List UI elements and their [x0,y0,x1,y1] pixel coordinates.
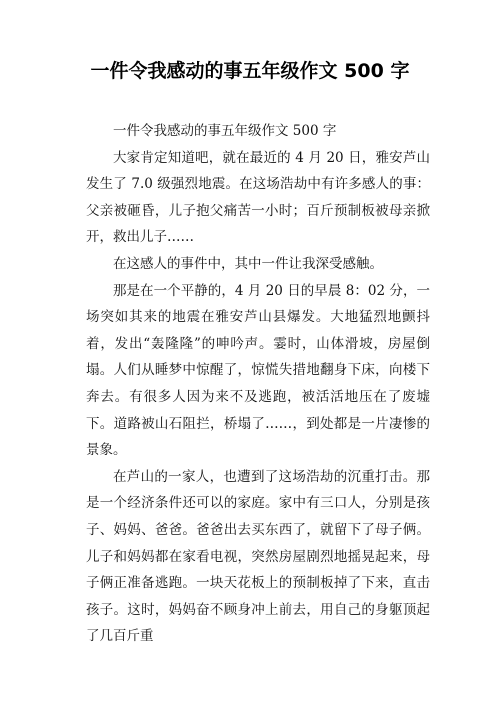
paragraph: 在芦山的一家人，也遭到了这场浩劫的沉重打击。那是一个经济条件还可以的家庭。家中有三口人，分别是孩子、妈妈、爸爸。爸爸出去买东西了，就留下了母子俩。儿子和妈妈都在家看电视，突然房屋剧烈地摇晃起来，母子俩正准备逃跑。一块天花板上的预制板掉了下来，直击孩子。这时，妈妈奋不顾身冲上前去，用自己的身躯顶起了几百斤重 [86,468,430,645]
paragraph: 大家肯定知道吧，就在最近的 4 月 20 日，雅安芦山发生了 7.0 级强烈地震。在这场浩劫中有许多感人的事：父亲被砸昏，儿子抱父痛苦一小时；百斤预制板被母亲掀开，救出儿子…… [86,149,430,246]
paragraph: 那是在一个平静的，4 月 20 日的早晨 8：02 分，一场突如其来的地震在雅安芦山县爆发。大地猛烈地颤抖着，发出“轰隆隆”的呻吟声。霎时，山体滑坡，房屋倒塌。人们从睡梦中惊醒了，惊慌失措地翻身下床，向楼下奔去。有很多人因为来不及逃跑，被活活地压在了废墟下。道路被山石阻拦，桥塌了……，到处都是一片凄惨的景象。 [86,282,430,459]
document-body [86,118,430,650]
document-title: 一件令我感动的事五年级作文 500 字 [90,60,410,82]
paragraph-subtitle: 一件令我感动的事五年级作文 500 字 [113,123,337,139]
paragraph: 在这感人的事件中，其中一件让我深受感触。 [113,255,383,272]
